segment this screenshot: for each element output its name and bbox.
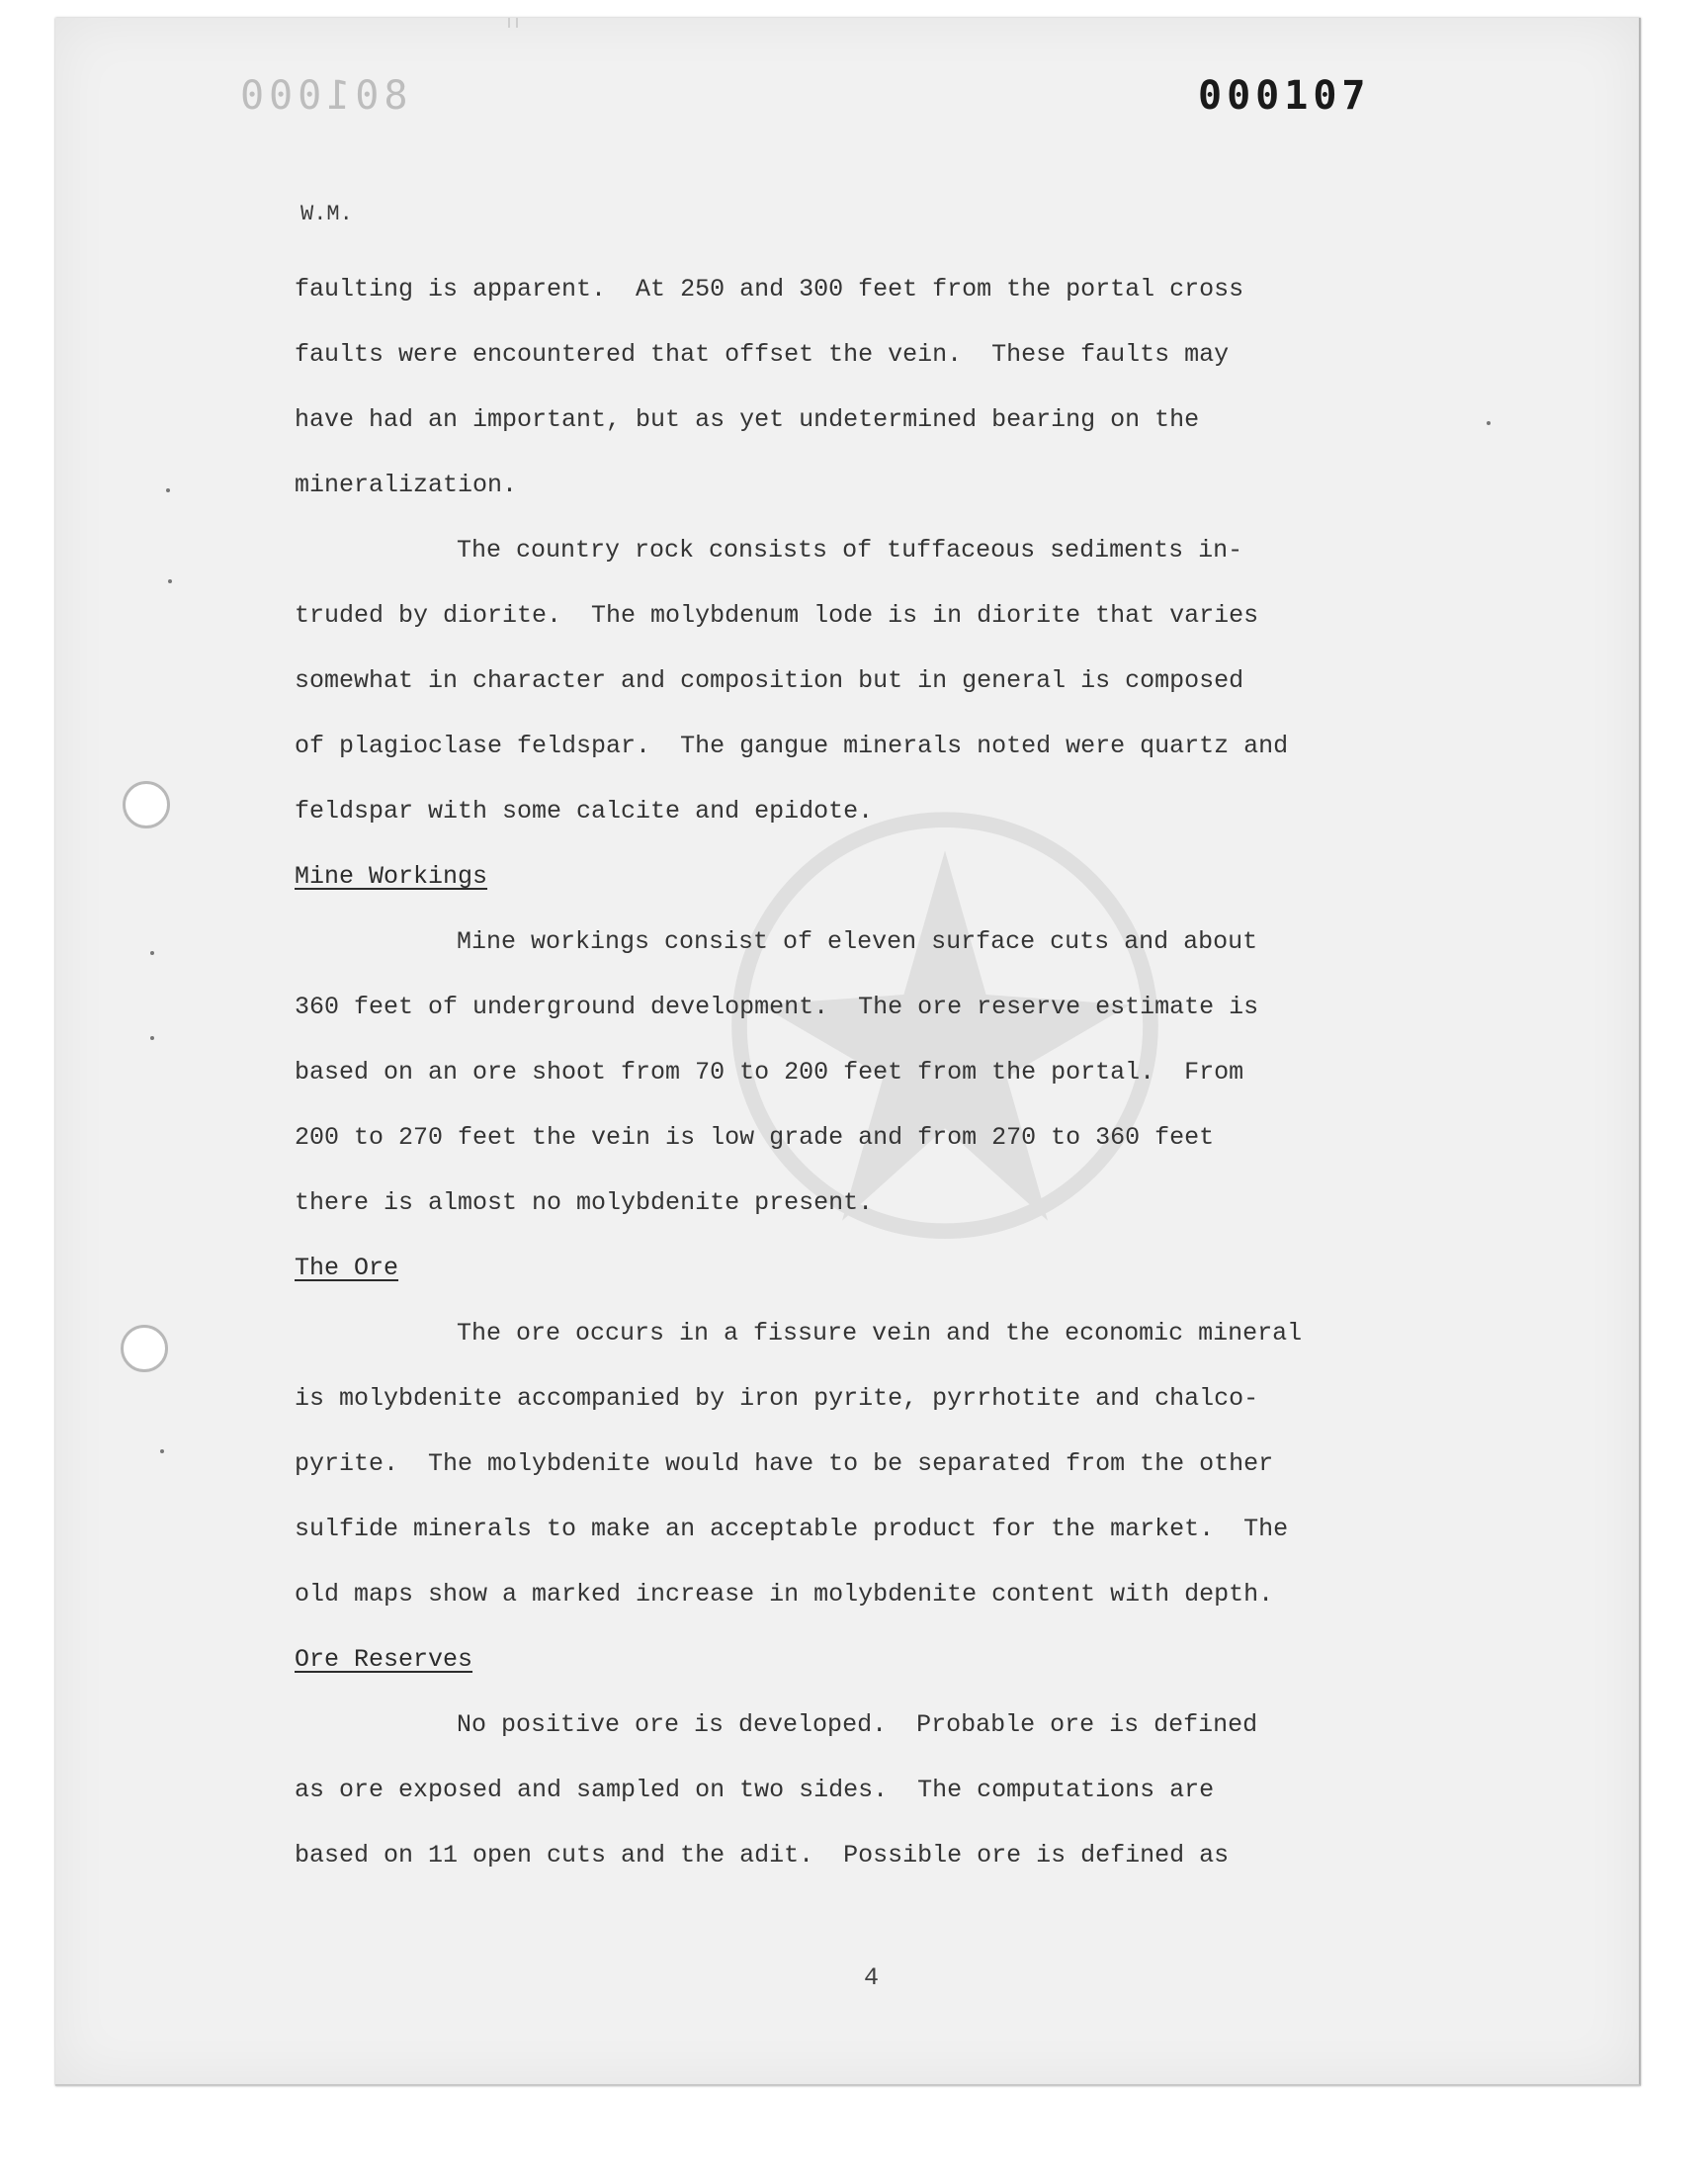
text-line: is molybdenite accompanied by iron pyrite, pyrrhotite and chalco- — [295, 1384, 1259, 1413]
text-line: feldspar with some calcite and epidote. — [295, 797, 874, 826]
document-number-stamp: 000107 — [1198, 73, 1371, 119]
text-line: 360 feet of underground development. The ore reserve estimate is — [295, 993, 1259, 1021]
text-line: based on an ore shoot from 70 to 200 feet from the portal. From — [295, 1058, 1244, 1087]
text-line: mineralization. — [295, 471, 518, 499]
text-line: Mine workings consist of eleven surface cuts and about — [457, 927, 1258, 956]
scan-speck — [150, 951, 154, 955]
section-heading: Ore Reserves — [295, 1645, 473, 1674]
text-line: pyrite. The molybdenite would have to be separated from the other — [295, 1449, 1274, 1478]
text-line: old maps show a marked increase in molybdenite content with depth. — [295, 1580, 1274, 1609]
punch-hole — [123, 781, 170, 828]
binding-mark-top — [508, 18, 510, 28]
text-line: based on 11 open cuts and the adit. Possible ore is defined as — [295, 1841, 1230, 1870]
text-line: sulfide minerals to make an acceptable product for the market. The — [295, 1515, 1289, 1543]
text-line: of plagioclase feldspar. The gangue minerals noted were quartz and — [295, 732, 1289, 760]
text-line: there is almost no molybdenite present. — [295, 1188, 874, 1217]
text-line: faults were encountered that offset the vein. These faults may — [295, 340, 1230, 369]
text-line: 200 to 270 feet the vein is low grade and from 270 to 360 feet — [295, 1123, 1215, 1152]
scan-speck — [166, 488, 170, 492]
author-initials: W.M. — [300, 202, 353, 226]
scan-speck — [168, 579, 172, 583]
scan-speck — [160, 1449, 164, 1453]
text-line: The country rock consists of tuffaceous sediments in- — [457, 536, 1243, 565]
text-line: faulting is apparent. At 250 and 300 feet from the portal cross — [295, 275, 1244, 304]
report-body — [295, 257, 1461, 1888]
section-heading: The Ore — [295, 1254, 399, 1282]
text-line: No positive ore is developed. Probable ore is defined — [457, 1710, 1258, 1739]
punch-hole — [121, 1325, 168, 1372]
section-heading: Mine Workings — [295, 862, 488, 891]
scanned-page — [55, 18, 1641, 2086]
text-line: truded by diorite. The molybdenum lode is in diorite that varies — [295, 601, 1259, 630]
page-number: 4 — [864, 1963, 880, 1992]
text-line: somewhat in character and composition but in general is composed — [295, 666, 1244, 695]
binding-mark-top — [516, 18, 518, 28]
text-line: The ore occurs in a fissure vein and the economic mineral — [457, 1319, 1303, 1348]
scan-speck — [150, 1036, 154, 1040]
bleed-through-document-number: 801000 — [235, 73, 408, 119]
text-line: have had an important, but as yet undetermined bearing on the — [295, 405, 1200, 434]
text-line: as ore exposed and sampled on two sides. The computations are — [295, 1776, 1215, 1804]
scan-speck — [1487, 421, 1491, 425]
